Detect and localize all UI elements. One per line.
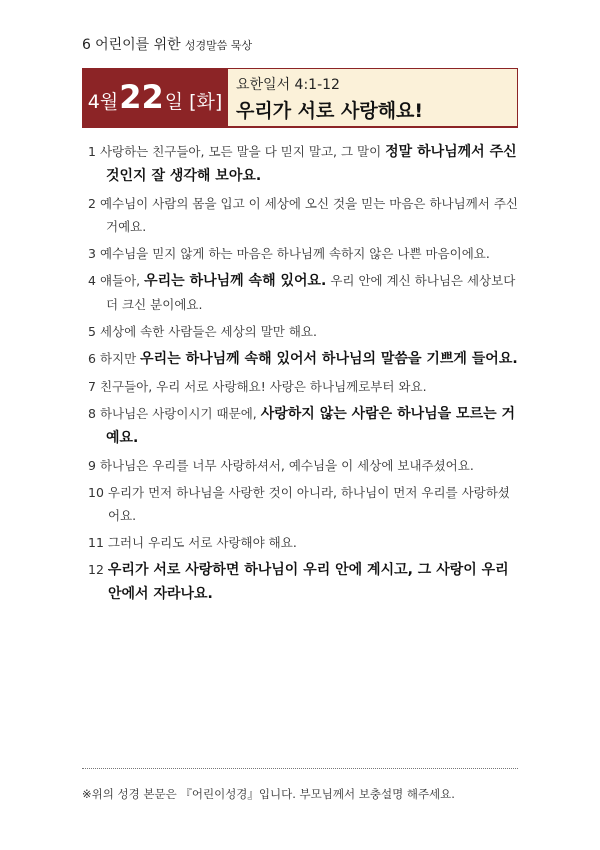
- verse-6: [88, 347, 518, 371]
- running-header: [82, 34, 252, 54]
- verse-text: 예수님을 믿지 않게 하는 마음은 하나님께 속하지 않은 나쁜 마음이에요.: [99, 246, 490, 261]
- footer-rule: [82, 768, 518, 769]
- verse-number: 8: [88, 406, 96, 421]
- date-box: [82, 68, 228, 126]
- verse-8: [88, 402, 518, 450]
- verse-number: 9: [88, 458, 96, 473]
- verse-text: 친구들아, 우리 서로 사랑해요! 사랑은 하나님께로부터 와요.: [99, 379, 427, 394]
- verse-number: 5: [88, 324, 96, 339]
- verse-emphasis-text: 사랑하지 않는 사람은 하나님을 모르는 거예요.: [106, 406, 516, 446]
- date-day-unit: 일: [164, 91, 184, 113]
- verse-emphasis-text: 정말 하나님께서 주신 것인지 잘 생각해 보아요.: [106, 144, 517, 184]
- verse-number: 6: [88, 351, 96, 366]
- verse-number: 11: [88, 535, 104, 550]
- verse-emphasis-text: 우리는 하나님께 속해 있어서 하나님의 말씀을 기쁘게 들어요.: [140, 351, 518, 367]
- verse-emphasis-text: 우리는 하나님께 속해 있어요.: [144, 273, 327, 289]
- verse-number: 7: [88, 379, 96, 394]
- verse-text: 하나님은 사랑이시기 때문에,: [99, 406, 261, 421]
- verse-text: 사랑하는 친구들아, 모든 말을 다 믿지 말고, 그 말이: [99, 144, 386, 159]
- verse-list: [88, 140, 518, 610]
- verse-text: 그러니 우리도 서로 사랑해야 해요.: [107, 535, 297, 550]
- verse-text: 얘들아,: [99, 273, 145, 288]
- verse-5: [88, 320, 518, 343]
- verse-text: 예수님이 사람의 몸을 입고 이 세상에 오신 것을 믿는 마음은 하나님께서 주신 거예요.: [99, 196, 518, 234]
- page-number: 6: [82, 37, 91, 53]
- date-day: 22: [119, 78, 164, 116]
- header-rule: [82, 126, 518, 128]
- verse-number: 4: [88, 273, 96, 288]
- verse-text: 하나님은 우리를 너무 사랑하셔서, 예수님을 이 세상에 보내주셨어요.: [99, 458, 474, 473]
- scripture-reference: 요한일서 4:1-12: [236, 77, 340, 93]
- footnote: ※위의 성경 본문은 『어린이성경』입니다. 부모님께서 보충설명 해주세요.: [82, 787, 455, 801]
- verse-emphasis-text: 우리가 서로 사랑하면 하나님이 우리 안에 계시고, 그 사랑이 우리 안에서 자라나요.: [107, 562, 509, 602]
- verse-4: [88, 269, 518, 316]
- verse-9: [88, 454, 518, 477]
- verse-10: [88, 481, 518, 527]
- scripture-title-box: [228, 68, 518, 126]
- verse-12: [88, 558, 518, 606]
- verse-number: 3: [88, 246, 96, 261]
- date-month: 4월: [87, 91, 119, 113]
- verse-number: 12: [88, 562, 104, 577]
- verse-number: 2: [88, 196, 96, 211]
- series-title: 어린이를 위한: [95, 37, 181, 53]
- verse-number: 10: [88, 485, 104, 500]
- verse-7: [88, 375, 518, 398]
- verse-1: [88, 140, 518, 188]
- verse-text: 세상에 속한 사람들은 세상의 말만 해요.: [99, 324, 317, 339]
- verse-11: [88, 531, 518, 554]
- scripture-title: 우리가 서로 사랑해요!: [236, 100, 424, 122]
- verse-text: 우리가 먼저 하나님을 사랑한 것이 아니라, 하나님이 먼저 우리를 사랑하셨어요.: [107, 485, 510, 523]
- verse-text: 우리 안에 계신 하나님은 세상보다 더 크신 분이에요.: [106, 273, 516, 312]
- verse-number: 1: [88, 144, 96, 159]
- verse-text: 하지만: [99, 351, 141, 366]
- verse-2: [88, 192, 518, 238]
- series-subtitle: 성경말씀 묵상: [184, 39, 253, 52]
- date-weekday: [화]: [189, 91, 223, 113]
- verse-3: [88, 242, 518, 265]
